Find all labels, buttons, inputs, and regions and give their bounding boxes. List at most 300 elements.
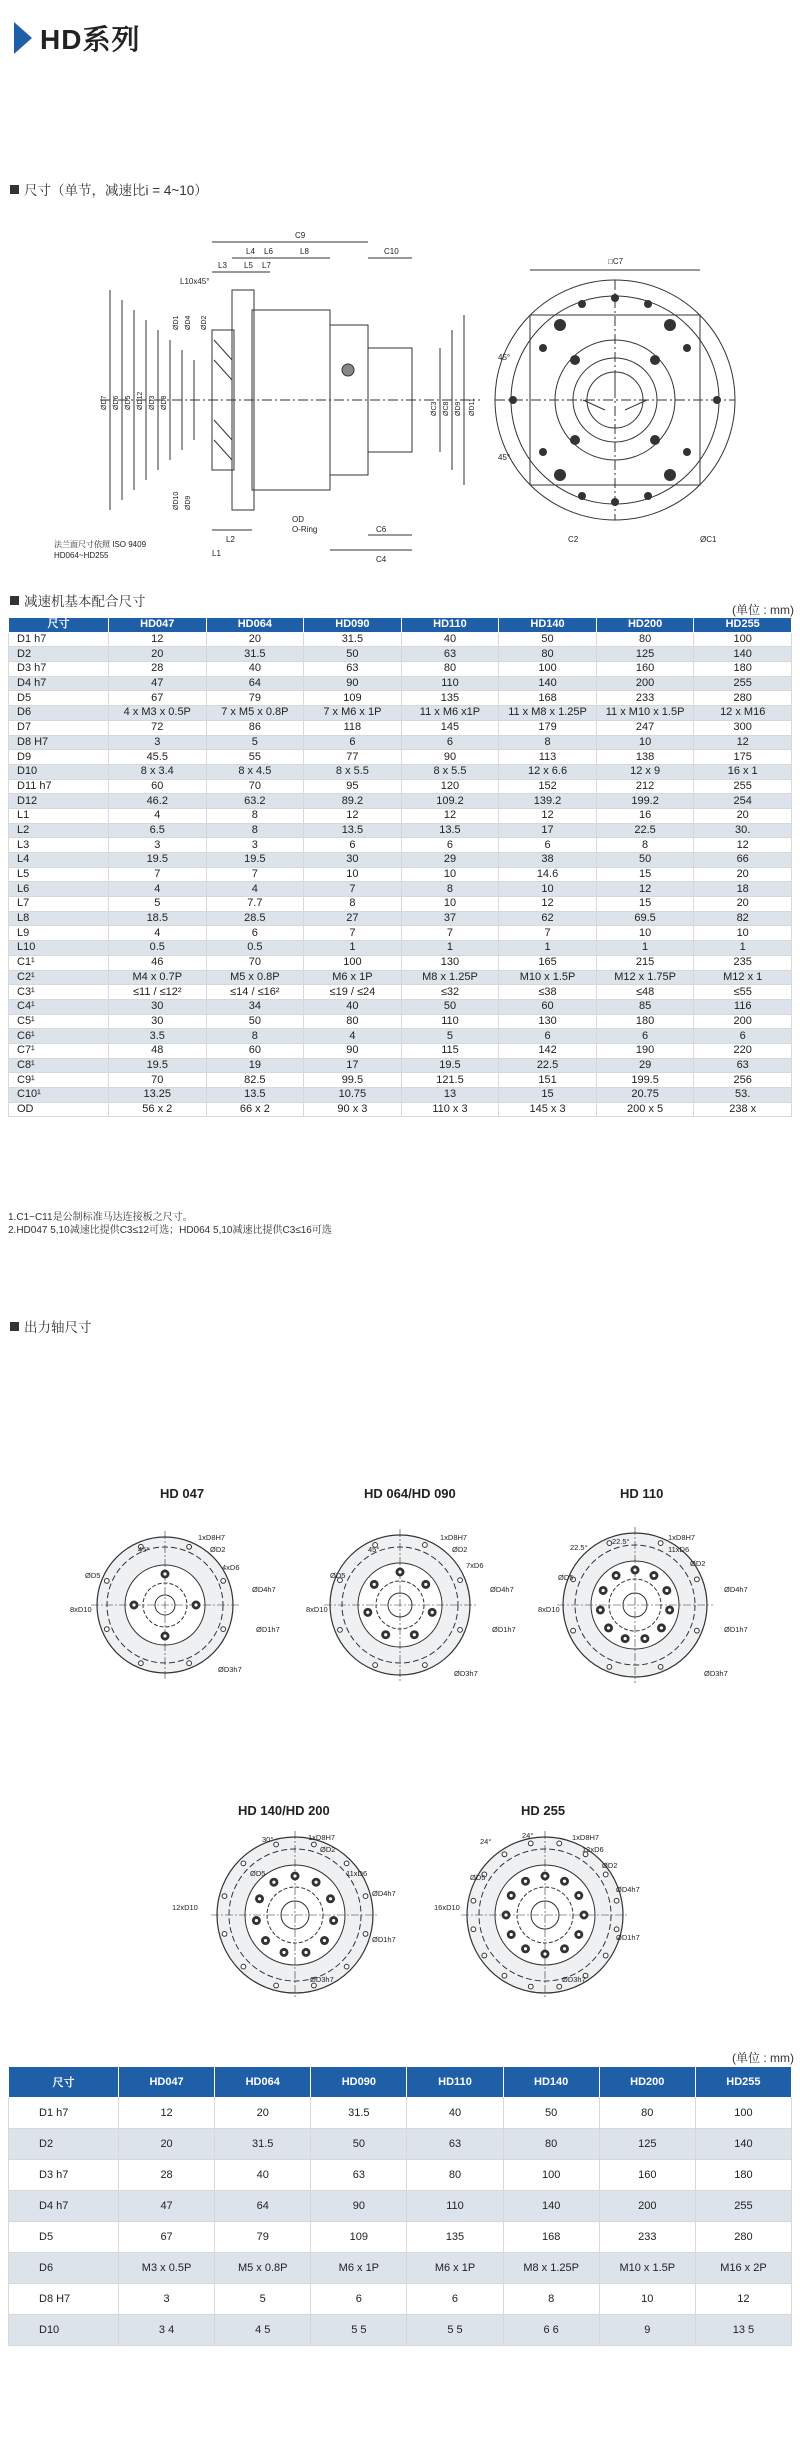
table-cell: 47 [109, 676, 207, 691]
svg-text:ØD4h7: ØD4h7 [252, 1585, 276, 1594]
svg-text:ØD3h7: ØD3h7 [310, 1975, 334, 1984]
table-row [9, 1029, 792, 1044]
table-cell: 6 [694, 1029, 792, 1044]
svg-text:4xD6: 4xD6 [222, 1563, 240, 1572]
mount-hole [222, 1931, 227, 1936]
table-cell: 8 [206, 808, 304, 823]
mount-hole [274, 1842, 279, 1847]
table-cell: 200 [694, 1014, 792, 1029]
table-cell: 20 [109, 647, 207, 662]
table-cell: 255 [695, 2191, 791, 2222]
table-cell: 10 [596, 735, 694, 750]
table-cell: 63 [401, 647, 499, 662]
table-row [9, 2315, 792, 2346]
mount-hole [344, 1964, 349, 1969]
row-label: C8¹ [9, 1058, 109, 1073]
table-cell: 19 [206, 1058, 304, 1073]
table-cell: 175 [694, 750, 792, 765]
svg-text:L4: L4 [246, 247, 255, 256]
section-output: 出力轴尺寸 [10, 1316, 92, 1336]
svg-text:ØD2: ØD2 [320, 1845, 336, 1854]
table-cell: 8 [304, 897, 402, 912]
table-cell: 215 [596, 955, 694, 970]
svg-text:ØD3h7: ØD3h7 [454, 1669, 478, 1678]
mount-hole [104, 1627, 109, 1632]
row-label: L3 [9, 838, 109, 853]
table-cell: 34 [206, 999, 304, 1014]
table-cell: 29 [596, 1058, 694, 1073]
table-cell: 6 [499, 838, 597, 853]
table-cell: 145 [401, 720, 499, 735]
row-label: D5 [9, 691, 109, 706]
svg-text:C6: C6 [376, 525, 387, 534]
table-cell: 3 [206, 838, 304, 853]
svg-text:22.5°: 22.5° [612, 1537, 630, 1546]
table-cell: 10 [694, 926, 792, 941]
mount-hole [528, 1984, 533, 1989]
table-cell: 80 [407, 2160, 503, 2191]
table-cell: 19.5 [109, 1058, 207, 1073]
table-row [9, 720, 792, 735]
table-cell: M3 x 0.5P [119, 2253, 215, 2284]
svg-text:ØD1h7: ØD1h7 [724, 1625, 748, 1634]
table-cell: 139.2 [499, 794, 597, 809]
table-cell: 8 x 3.4 [109, 764, 207, 779]
table-cell: 70 [109, 1073, 207, 1088]
row-label: L9 [9, 926, 109, 941]
row-label: D3 h7 [9, 2160, 119, 2191]
table-header-row [9, 2067, 792, 2098]
svg-text:1xD8H7: 1xD8H7 [572, 1833, 600, 1842]
table-cell: 6 [401, 735, 499, 750]
table-cell: 110 x 3 [401, 1102, 499, 1117]
table-cell: 20 [694, 897, 792, 912]
section-dimensions: 尺寸（单节，减速比i = 4~10） [10, 179, 208, 199]
mount-hole [603, 1953, 608, 1958]
table-cell: 7 [304, 926, 402, 941]
table-cell: 50 [304, 647, 402, 662]
table-cell: 4 [304, 1029, 402, 1044]
svg-text:L6: L6 [264, 247, 273, 256]
row-label: D4 h7 [9, 676, 109, 691]
unit-label-2: (单位 : mm) [732, 2051, 794, 2065]
table-cell: M6 x 1P [304, 970, 402, 985]
svg-text:ØD5: ØD5 [330, 1571, 346, 1580]
table-cell: ≤55 [694, 985, 792, 1000]
svg-text:ØC3: ØC3 [431, 401, 438, 416]
table-cell: 38 [499, 853, 597, 868]
svg-text:ØD2: ØD2 [201, 315, 208, 330]
model-label-hd047: HD 047 [160, 1486, 205, 1501]
mount-hole [138, 1661, 143, 1666]
svg-text:ØC8: ØC8 [443, 401, 450, 416]
mount-hole [311, 1842, 316, 1847]
svg-text:法兰面尺寸依照 ISO 9409: 法兰面尺寸依照 ISO 9409 [54, 540, 147, 549]
basic-dimensions-table [8, 617, 792, 1117]
svg-text:ØD3h7: ØD3h7 [562, 1975, 586, 1984]
svg-text:L3: L3 [218, 261, 227, 270]
svg-text:C9: C9 [295, 231, 306, 240]
table-cell: 11 x M8 x 1.25P [499, 706, 597, 721]
table-row [9, 735, 792, 750]
svg-text:45°: 45° [498, 453, 511, 462]
table-cell: 11 x M6 x1P [401, 706, 499, 721]
mount-hole [221, 1627, 226, 1632]
unit-label: (单位 : mm) [732, 603, 794, 617]
table-row [9, 926, 792, 941]
table-cell: ≤32 [401, 985, 499, 1000]
row-label: C1¹ [9, 955, 109, 970]
table-cell: 10 [401, 897, 499, 912]
table-cell: 8 [503, 2284, 599, 2315]
table-row [9, 823, 792, 838]
row-label: D8 H7 [9, 2284, 119, 2315]
table-cell: 151 [499, 1073, 597, 1088]
table-cell: 5 5 [407, 2315, 503, 2346]
row-label: D12 [9, 794, 109, 809]
column-header: HD110 [401, 618, 499, 633]
table-cell: 22.5 [596, 823, 694, 838]
svg-text:ØD5: ØD5 [558, 1573, 574, 1582]
svg-text:□C7: □C7 [608, 257, 624, 266]
svg-text:ØD4h7: ØD4h7 [490, 1585, 514, 1594]
table-cell: 4 5 [215, 2315, 311, 2346]
table-cell: 12 [401, 808, 499, 823]
mount-hole [694, 1577, 699, 1582]
table-cell: 125 [596, 647, 694, 662]
table-cell: 4 [109, 926, 207, 941]
svg-text:12xD10: 12xD10 [172, 1903, 198, 1912]
mount-hole [458, 1578, 463, 1583]
column-header: 尺寸 [9, 618, 109, 633]
table-row [9, 1073, 792, 1088]
mount-hole [502, 1852, 507, 1857]
table-cell: 109 [311, 2222, 407, 2253]
svg-text:ØD5: ØD5 [125, 395, 132, 410]
mount-hole [471, 1927, 476, 1932]
row-label: D2 [9, 2129, 119, 2160]
table-cell: 80 [503, 2129, 599, 2160]
table-cell: 90 x 3 [304, 1102, 402, 1117]
column-header: HD140 [503, 2067, 599, 2098]
svg-text:ØD6: ØD6 [113, 395, 120, 410]
table-cell: 66 [694, 853, 792, 868]
table-cell: 120 [401, 779, 499, 794]
table-cell: 90 [401, 750, 499, 765]
table-row [9, 1014, 792, 1029]
table-cell: 80 [499, 647, 597, 662]
table-cell: 63 [304, 662, 402, 677]
table-cell: 180 [596, 1014, 694, 1029]
table-cell: 0.5 [206, 941, 304, 956]
row-label: L8 [9, 911, 109, 926]
mount-hole [482, 1953, 487, 1958]
table-cell: 100 [304, 955, 402, 970]
table-row [9, 676, 792, 691]
table-cell: 109.2 [401, 794, 499, 809]
table-cell: 15 [499, 1088, 597, 1103]
mount-hole [658, 1665, 663, 1670]
table-cell: 12 [119, 2098, 215, 2129]
svg-text:ØD2: ØD2 [690, 1559, 706, 1568]
table-row [9, 2191, 792, 2222]
row-label: L4 [9, 853, 109, 868]
table-cell: 17 [304, 1058, 402, 1073]
table-cell: 28 [109, 662, 207, 677]
table-cell: 53. [694, 1088, 792, 1103]
table-cell: 130 [499, 1014, 597, 1029]
table-row [9, 794, 792, 809]
table-cell: 55 [206, 750, 304, 765]
svg-text:C2: C2 [568, 535, 579, 544]
table-cell: 46 [109, 955, 207, 970]
svg-text:8xD10: 8xD10 [538, 1605, 560, 1614]
svg-text:ØD2: ØD2 [210, 1545, 226, 1554]
table-row [9, 999, 792, 1014]
table-cell: 135 [407, 2222, 503, 2253]
table-cell: 12 x 9 [596, 764, 694, 779]
table-cell: 280 [695, 2222, 791, 2253]
table-cell: 255 [694, 779, 792, 794]
table-cell: 40 [407, 2098, 503, 2129]
table-cell: 200 [599, 2191, 695, 2222]
table-cell: 200 [596, 676, 694, 691]
mount-hole [241, 1861, 246, 1866]
table-row [9, 1088, 792, 1103]
table-row [9, 2222, 792, 2253]
table-row [9, 838, 792, 853]
mount-hole [104, 1578, 109, 1583]
table-cell: 12 x M16 [694, 706, 792, 721]
output-dimensions-table [8, 2066, 792, 2346]
table-cell: 50 [401, 999, 499, 1014]
mount-hole [557, 1841, 562, 1846]
mount-hole [614, 1927, 619, 1932]
table-cell: ≤19 / ≤24 [304, 985, 402, 1000]
mount-hole [222, 1894, 227, 1899]
table-cell: 13.5 [206, 1088, 304, 1103]
table-cell: 31.5 [206, 647, 304, 662]
table-cell: 3 [109, 838, 207, 853]
table-cell: 79 [215, 2222, 311, 2253]
model-label-hd110: HD 110 [620, 1486, 664, 1501]
column-header: HD064 [215, 2067, 311, 2098]
table-cell: 10 [599, 2284, 695, 2315]
table-cell: 100 [695, 2098, 791, 2129]
table-cell: 31.5 [304, 632, 402, 647]
table-cell: 12 [499, 897, 597, 912]
table-cell: 116 [694, 999, 792, 1014]
dimension-drawing [0, 220, 800, 565]
table-cell: 45.5 [109, 750, 207, 765]
table-cell: M6 x 1P [311, 2253, 407, 2284]
model-label-hd255: HD 255 [521, 1803, 566, 1818]
table-cell: 17 [499, 823, 597, 838]
table-cell: 190 [596, 1043, 694, 1058]
table-cell: 140 [503, 2191, 599, 2222]
row-label: D1 h7 [9, 632, 109, 647]
table-cell: 64 [215, 2191, 311, 2222]
svg-text:ØD12: ØD12 [137, 391, 144, 410]
table-cell: 13.5 [401, 823, 499, 838]
table-cell: M8 x 1.25P [503, 2253, 599, 2284]
row-label: C2¹ [9, 970, 109, 985]
table-row [9, 2129, 792, 2160]
table-cell: 7 [206, 867, 304, 882]
square-bullet-icon [10, 596, 19, 605]
table-cell: 256 [694, 1073, 792, 1088]
table-cell: 6 [311, 2284, 407, 2315]
svg-text:8xD10: 8xD10 [306, 1605, 328, 1614]
table-cell: 46.2 [109, 794, 207, 809]
table-cell: 90 [304, 1043, 402, 1058]
table-cell: 60 [206, 1043, 304, 1058]
table-cell: 37 [401, 911, 499, 926]
table-cell: 7.7 [206, 897, 304, 912]
output-shaft-drawings [0, 1500, 800, 2000]
table-cell: 69.5 [596, 911, 694, 926]
table-cell: 70 [206, 779, 304, 794]
svg-text:30°: 30° [262, 1835, 274, 1844]
svg-text:ØD11: ØD11 [469, 398, 476, 416]
table-row [9, 882, 792, 897]
row-label: D9 [9, 750, 109, 765]
table-cell: 20 [206, 632, 304, 647]
table-cell: 67 [109, 691, 207, 706]
table-cell: 12 x 6.6 [499, 764, 597, 779]
column-header: HD200 [599, 2067, 695, 2098]
table-cell: 85 [596, 999, 694, 1014]
model-label-hd064-090: HD 064/HD 090 [364, 1486, 456, 1501]
table-cell: 1 [401, 941, 499, 956]
row-label: D10 [9, 764, 109, 779]
table-row [9, 853, 792, 868]
table-cell: 82 [694, 911, 792, 926]
table-cell: 233 [596, 691, 694, 706]
table-cell: 50 [503, 2098, 599, 2129]
table-row [9, 691, 792, 706]
svg-text:ØD2: ØD2 [602, 1861, 618, 1870]
table-cell: 12 [694, 735, 792, 750]
svg-text:ØD9: ØD9 [185, 495, 192, 510]
table-cell: 47 [119, 2191, 215, 2222]
mount-hole [603, 1872, 608, 1877]
mount-hole [607, 1665, 612, 1670]
mount-hole [658, 1541, 663, 1546]
mount-hole [471, 1898, 476, 1903]
column-header: HD200 [596, 618, 694, 633]
table-cell: 220 [694, 1043, 792, 1058]
table-cell: 20 [215, 2098, 311, 2129]
table-cell: 30 [109, 999, 207, 1014]
table-row [9, 2098, 792, 2129]
svg-text:22.5°: 22.5° [570, 1543, 588, 1552]
table-cell: 62 [499, 911, 597, 926]
table-notes [8, 1211, 332, 1237]
row-label: L6 [9, 882, 109, 897]
table-cell: 64 [206, 676, 304, 691]
table-cell: 16 [596, 808, 694, 823]
table-row [9, 808, 792, 823]
table-cell: 1 [596, 941, 694, 956]
table-cell: 3 [109, 735, 207, 750]
table-cell: 100 [694, 632, 792, 647]
table-cell: 4 [109, 808, 207, 823]
table-cell: 5 [401, 1029, 499, 1044]
table-cell: 40 [304, 999, 402, 1014]
mount-hole [373, 1663, 378, 1668]
table-cell: 90 [311, 2191, 407, 2222]
table-cell: 12 [694, 838, 792, 853]
row-label: C4¹ [9, 999, 109, 1014]
table-cell: 6.5 [109, 823, 207, 838]
table-cell: 11 x M10 x 1.5P [596, 706, 694, 721]
table-cell: 5 [215, 2284, 311, 2315]
row-label: L10 [9, 941, 109, 956]
svg-text:ØD4: ØD4 [185, 315, 192, 330]
table-row [9, 1058, 792, 1073]
svg-text:ØD10: ØD10 [173, 491, 180, 510]
table-cell: 109 [304, 691, 402, 706]
svg-text:1xD8H7: 1xD8H7 [198, 1533, 226, 1542]
table-cell: M12 x 1 [694, 970, 792, 985]
table-cell: 10 [596, 926, 694, 941]
table-cell: 10.75 [304, 1088, 402, 1103]
row-label: D1 h7 [9, 2098, 119, 2129]
title-triangle-icon [14, 22, 32, 54]
svg-text:ØD5: ØD5 [470, 1873, 486, 1882]
table-cell: 180 [694, 662, 792, 677]
table-cell: 30 [109, 1014, 207, 1029]
table-cell: 255 [694, 676, 792, 691]
table-cell: 82.5 [206, 1073, 304, 1088]
svg-text:HD064~HD255: HD064~HD255 [54, 551, 109, 560]
mount-hole [187, 1661, 192, 1666]
table-cell: 29 [401, 853, 499, 868]
table-cell: 7 [109, 867, 207, 882]
svg-text:16xD10: 16xD10 [434, 1903, 460, 1912]
table-row [9, 1043, 792, 1058]
table-cell: 280 [694, 691, 792, 706]
table-cell: 66 x 2 [206, 1102, 304, 1117]
svg-text:8xD10: 8xD10 [70, 1605, 92, 1614]
table-cell: 5 5 [311, 2315, 407, 2346]
column-header: HD090 [311, 2067, 407, 2098]
table-cell: 15 [596, 867, 694, 882]
table-cell: 79 [206, 691, 304, 706]
table-cell: 56 x 2 [109, 1102, 207, 1117]
svg-text:ØD1h7: ØD1h7 [492, 1625, 516, 1634]
row-label: D3 h7 [9, 662, 109, 677]
svg-text:24°: 24° [522, 1831, 534, 1840]
table-cell: 110 [401, 676, 499, 691]
table-cell: 80 [401, 662, 499, 677]
svg-text:L2: L2 [226, 535, 235, 544]
column-header: HD255 [694, 618, 792, 633]
table-cell: M10 x 1.5P [499, 970, 597, 985]
table-cell: 72 [109, 720, 207, 735]
column-header: HD047 [109, 618, 207, 633]
table-cell: 145 x 3 [499, 1102, 597, 1117]
table-cell: 19.5 [206, 853, 304, 868]
table-cell: 160 [599, 2160, 695, 2191]
svg-text:L7: L7 [262, 261, 271, 270]
table-cell: M16 x 2P [695, 2253, 791, 2284]
table-cell: 160 [596, 662, 694, 677]
table-cell: 80 [596, 632, 694, 647]
table-cell: 12 [695, 2284, 791, 2315]
table-cell: 40 [215, 2160, 311, 2191]
